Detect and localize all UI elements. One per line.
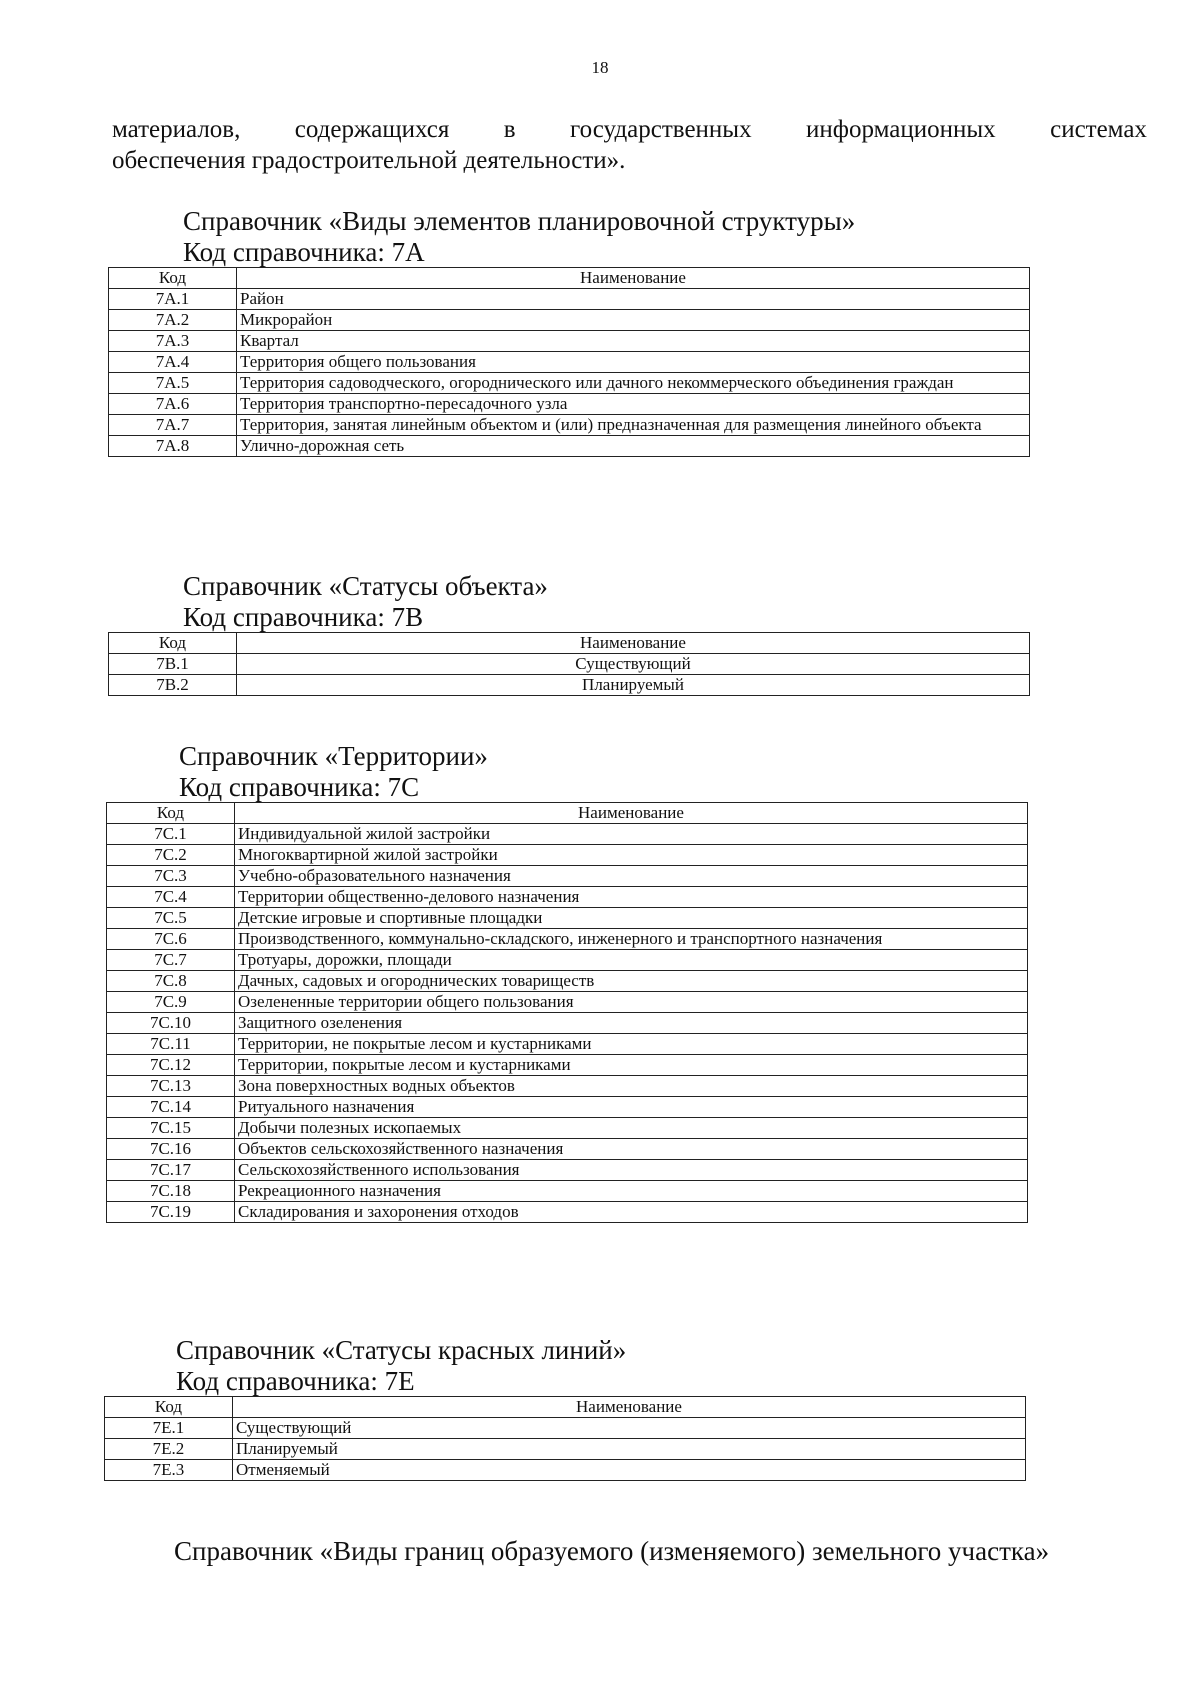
row-code: 7С.15 (107, 1118, 235, 1139)
row-code: 7С.7 (107, 950, 235, 971)
header-name: Наименование (235, 803, 1028, 824)
header-code: Код (109, 633, 237, 654)
reference-table-7c (106, 802, 1028, 1223)
table-row (107, 992, 1028, 1013)
row-code: 7А.1 (109, 289, 237, 310)
section-7c (106, 740, 1028, 1223)
row-code: 7С.10 (107, 1013, 235, 1034)
row-code: 7С.8 (107, 971, 235, 992)
row-code: 7В.1 (109, 654, 237, 675)
row-code: 7С.14 (107, 1097, 235, 1118)
row-code: 7С.17 (107, 1160, 235, 1181)
row-code: 7А.7 (109, 415, 237, 436)
row-name: Существующий (233, 1418, 1026, 1439)
section-title: Справочник «Территории» (179, 741, 488, 771)
table-row (109, 373, 1030, 394)
table-row (107, 971, 1028, 992)
row-name: Дачных, садовых и огороднических товариществ (235, 971, 1028, 992)
row-name: Территории, покрытые лесом и кустарниками (235, 1055, 1028, 1076)
row-name: Индивидуальной жилой застройки (235, 824, 1028, 845)
table-row (107, 1055, 1028, 1076)
table-header-row (107, 803, 1028, 824)
row-name: Многоквартирной жилой застройки (235, 845, 1028, 866)
row-name: Территория, занятая линейным объектом и (или) предназначенная для размещения линейного объекта (237, 415, 1030, 436)
table-row (107, 824, 1028, 845)
header-name: Наименование (233, 1397, 1026, 1418)
reference-table-7e (104, 1396, 1026, 1481)
table-row (107, 908, 1028, 929)
header-name: Наименование (237, 268, 1030, 289)
row-name: Территории, не покрытые лесом и кустарниками (235, 1034, 1028, 1055)
row-name: Детские игровые и спортивные площадки (235, 908, 1028, 929)
row-name: Тротуары, дорожки, площади (235, 950, 1028, 971)
intro-line-1 (112, 114, 1147, 145)
section-title: Справочник «Виды элементов планировочной структуры» (183, 206, 856, 236)
table-header-row (105, 1397, 1026, 1418)
row-name: Территории общественно-делового назначения (235, 887, 1028, 908)
table-row (107, 929, 1028, 950)
row-name: Территория общего пользования (237, 352, 1030, 373)
intro-word: в (503, 116, 516, 143)
row-name: Объектов сельскохозяйственного назначения (235, 1139, 1028, 1160)
row-name: Микрорайон (237, 310, 1030, 331)
table-row (109, 331, 1030, 352)
row-name: Отменяемый (233, 1460, 1026, 1481)
row-name: Производственного, коммунально-складского, инженерного и транспортного назначения (235, 929, 1028, 950)
table-row (105, 1439, 1026, 1460)
row-name: Ритуального назначения (235, 1097, 1028, 1118)
section-code: Код справочника: 7А (183, 237, 425, 267)
row-name: Улично-дорожная сеть (237, 436, 1030, 457)
row-name: Зона поверхностных водных объектов (235, 1076, 1028, 1097)
table-row (107, 950, 1028, 971)
table-row (109, 675, 1030, 696)
table-row (107, 887, 1028, 908)
section-code: Код справочника: 7С (179, 772, 420, 802)
table-row (107, 1181, 1028, 1202)
table-row (105, 1460, 1026, 1481)
row-code: 7А.8 (109, 436, 237, 457)
reference-table-7b (108, 632, 1030, 696)
row-code: 7А.2 (109, 310, 237, 331)
row-name: Планируемый (237, 675, 1030, 696)
section-title: Справочник «Статусы объекта» (183, 571, 548, 601)
final-heading: Справочник «Виды границ образуемого (изменяемого) земельного участка» (174, 1536, 1050, 1566)
table-row (105, 1418, 1026, 1439)
intro-word: системах (1050, 116, 1147, 143)
row-name: Защитного озеленения (235, 1013, 1028, 1034)
table-row (107, 1034, 1028, 1055)
row-code: 7Е.2 (105, 1439, 233, 1460)
table-row (107, 1202, 1028, 1223)
table-row (107, 1118, 1028, 1139)
table-row (107, 1097, 1028, 1118)
section-code: Код справочника: 7В (183, 602, 424, 632)
header-code: Код (105, 1397, 233, 1418)
table-row (109, 394, 1030, 415)
row-name: Территория садоводческого, огороднического или дачного некоммерческого объединения граждан (237, 373, 1030, 394)
reference-table-7a (108, 267, 1030, 457)
row-name: Учебно-образовательного назначения (235, 866, 1028, 887)
row-code: 7Е.3 (105, 1460, 233, 1481)
row-name: Сельскохозяйственного использования (235, 1160, 1028, 1181)
section-code: Код справочника: 7Е (176, 1366, 415, 1396)
row-code: 7А.3 (109, 331, 237, 352)
row-name: Существующий (237, 654, 1030, 675)
row-code: 7Е.1 (105, 1418, 233, 1439)
row-name: Рекреационного назначения (235, 1181, 1028, 1202)
section-7a (108, 205, 1030, 457)
section-7b (108, 570, 1030, 696)
row-code: 7А.5 (109, 373, 237, 394)
row-code: 7С.2 (107, 845, 235, 866)
table-row (109, 415, 1030, 436)
row-code: 7С.11 (107, 1034, 235, 1055)
row-code: 7С.19 (107, 1202, 235, 1223)
table-header-row (109, 633, 1030, 654)
header-code: Код (109, 268, 237, 289)
header-code: Код (107, 803, 235, 824)
section-title: Справочник «Статусы красных линий» (176, 1335, 627, 1365)
row-name: Район (237, 289, 1030, 310)
row-code: 7А.6 (109, 394, 237, 415)
row-code: 7С.4 (107, 887, 235, 908)
intro-paragraph (112, 114, 1147, 176)
row-code: 7А.4 (109, 352, 237, 373)
row-code: 7С.16 (107, 1139, 235, 1160)
table-row (107, 845, 1028, 866)
row-name: Территория транспортно-пересадочного узла (237, 394, 1030, 415)
section-7e (104, 1334, 1026, 1481)
header-name: Наименование (237, 633, 1030, 654)
row-code: 7В.2 (109, 675, 237, 696)
intro-word: информационных (806, 116, 996, 143)
page-number: 18 (591, 58, 609, 77)
table-row (107, 1013, 1028, 1034)
intro-word: государственных (570, 116, 752, 143)
table-header-row (109, 268, 1030, 289)
intro-line-2: обеспечения градостроительной деятельности». (112, 147, 626, 174)
row-code: 7С.6 (107, 929, 235, 950)
table-row (109, 352, 1030, 373)
row-name: Складирования и захоронения отходов (235, 1202, 1028, 1223)
row-code: 7С.5 (107, 908, 235, 929)
row-code: 7С.3 (107, 866, 235, 887)
row-code: 7С.9 (107, 992, 235, 1013)
row-code: 7С.1 (107, 824, 235, 845)
table-row (109, 654, 1030, 675)
table-row (109, 289, 1030, 310)
row-name: Озелененные территории общего пользования (235, 992, 1028, 1013)
intro-word: материалов, (112, 116, 241, 143)
table-row (107, 1160, 1028, 1181)
table-row (107, 866, 1028, 887)
row-name: Квартал (237, 331, 1030, 352)
row-name: Добычи полезных ископаемых (235, 1118, 1028, 1139)
intro-word: содержащихся (294, 116, 450, 143)
row-code: 7С.13 (107, 1076, 235, 1097)
row-code: 7С.18 (107, 1181, 235, 1202)
row-name: Планируемый (233, 1439, 1026, 1460)
table-row (107, 1076, 1028, 1097)
row-code: 7С.12 (107, 1055, 235, 1076)
table-row (109, 310, 1030, 331)
table-row (107, 1139, 1028, 1160)
table-row (109, 436, 1030, 457)
